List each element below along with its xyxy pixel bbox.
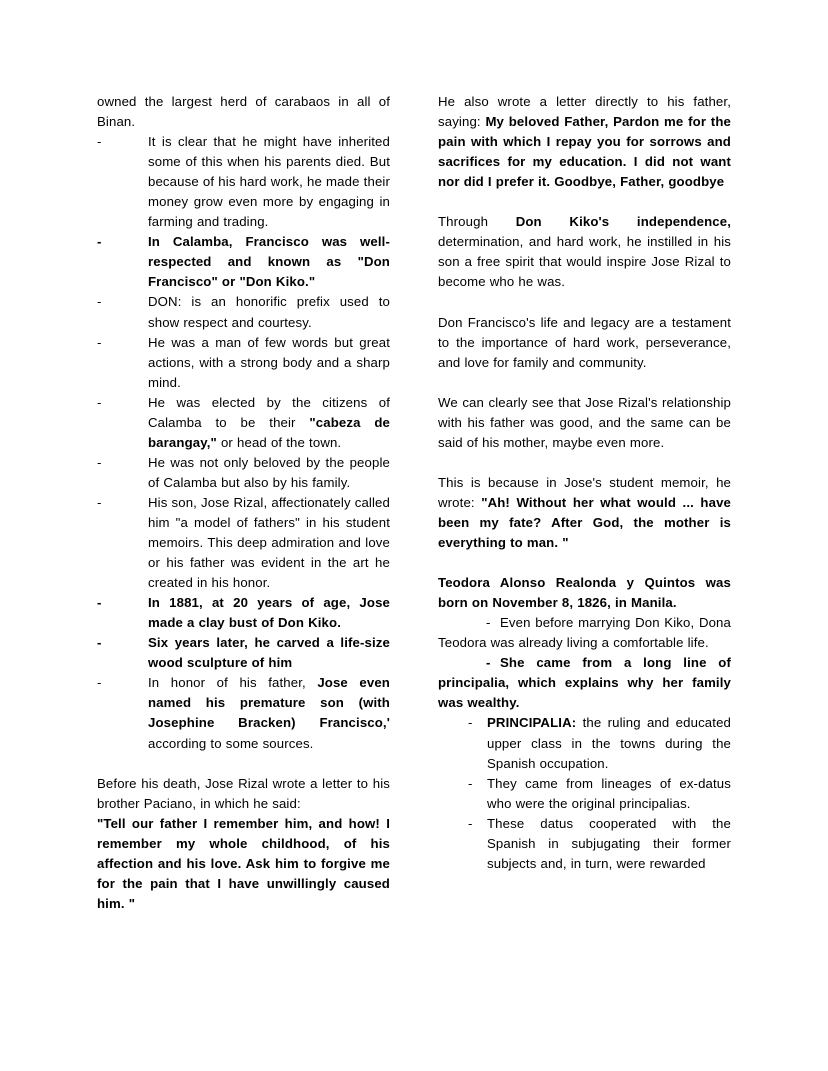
list-item xyxy=(97,633,390,673)
list-item xyxy=(97,593,390,633)
paragraph: Before his death, Jose Rizal wrote a letter to his brother Paciano, in which he said: xyxy=(97,775,390,811)
list-item xyxy=(97,132,390,232)
sub-list-item xyxy=(438,774,731,814)
list-item xyxy=(97,453,390,493)
paragraph: Don Francisco's life and legacy are a testament to the importance of hard work, perseverance, and love for family and community. xyxy=(438,314,731,370)
text-run-bold: PRINCIPALIA: xyxy=(487,715,577,731)
text-run-bold: "cabeza de barangay," xyxy=(148,414,390,450)
quote-paragraph: "Tell our father I remember him, and how! I remember my whole childhood, of his affection and his love. Ask him to forgive me for the pain that I have unwillingly caused him. " xyxy=(97,815,390,911)
two-column-body xyxy=(97,92,731,914)
bullet-dash-icon: - xyxy=(486,655,491,671)
list-item-text: Six years later, he carved a life-size wood sculpture of him xyxy=(148,635,390,671)
text-run-plain: In honor of his father, xyxy=(148,675,318,691)
list-item-text: It is clear that he might have inherited some of this when his parents died. But because of his hard work, he made their money grow even more by engaging in farming and trading. xyxy=(148,134,390,230)
text-run-bold: Don Kiko's independence, xyxy=(515,214,731,230)
list-item-text xyxy=(148,673,390,753)
list-item-text: In Calamba, Francisco was well-respected and known as "Don Francisco" or "Don Kiko." xyxy=(148,234,390,290)
bullet-dash-icon: - xyxy=(97,234,102,250)
text-run-plain: He also wrote a letter directly to his father, saying: xyxy=(438,94,731,130)
list-item-text: In 1881, at 20 years of age, Jose made a clay bust of Don Kiko. xyxy=(148,595,390,631)
bullet-dash-icon: - xyxy=(97,394,102,410)
bullet-dash-icon: - xyxy=(97,635,102,651)
bullet-continuation-text: owned the largest herd of carabaos in all of Binan. xyxy=(97,94,390,130)
paragraph: We can clearly see that Jose Rizal's relationship with his father was good, and the same can be said of his mother, maybe even more. xyxy=(438,394,731,450)
bullet-dash-icon: - xyxy=(97,134,102,150)
list-item-text: He was not only beloved by the people of Calamba but also by his family. xyxy=(148,454,390,490)
bullet-dash-icon: - xyxy=(97,494,102,510)
bullet-dash-icon: - xyxy=(97,595,102,611)
list-item-text xyxy=(148,393,390,453)
text-run-bold: Jose even named his premature son (with Josephine Bracken) Francisco,' xyxy=(148,675,390,731)
paragraph xyxy=(438,212,731,292)
text-run-plain-2: or head of the town. xyxy=(216,434,342,450)
list-item-text: She came from a long line of principalia, which explains why her family was wealthy. xyxy=(438,655,731,711)
list-item-text: He was a man of few words but great actions, with a strong body and a sharp mind. xyxy=(148,334,390,390)
text-run-bold: My beloved Father, Pardon me for the pain with which I repay you for sorrows and sacrifices for my education. I did not want nor did I prefer it. Goodbye, Father, goodbye xyxy=(438,114,731,190)
list-item-text: DON: is an honorific prefix used to show respect and courtesy. xyxy=(148,294,390,330)
text-run-plain: the ruling and educated upper class in the towns during the Spanish occupation. xyxy=(487,715,731,771)
bullet-dash-icon: - xyxy=(97,454,102,470)
bullet-dash-icon: - xyxy=(468,715,473,731)
bullet-dash-icon: - xyxy=(97,675,102,691)
left-column xyxy=(97,92,390,914)
text-run-plain: This is because in Jose's student memoir, he wrote: xyxy=(438,474,731,510)
text-run-bold: "Ah! Without her what would ... have been my fate? After God, the mother is everything to man. " xyxy=(438,494,731,551)
text-run-plain-2: according to some sources. xyxy=(148,735,314,751)
paragraph xyxy=(438,92,731,192)
sub-list-item-text: These datus cooperated with the Spanish in subjugating their former subjects and, in turn, were rewarded xyxy=(487,815,731,871)
bullet-dash-icon: - xyxy=(468,815,473,831)
list-item xyxy=(97,292,390,332)
text-run-plain: He was elected by the citizens of Calamba to be their xyxy=(148,394,390,430)
list-item xyxy=(97,673,390,753)
bullet-dash-icon: - xyxy=(97,294,102,310)
list-item xyxy=(97,232,390,292)
text-run-plain-2: determination, and hard work, he instilled in his son a free spirit that would inspire Jose Rizal to become who he was. xyxy=(438,234,731,290)
list-item-text: Even before marrying Don Kiko, Dona Teodora was already living a comfortable life. xyxy=(438,615,731,651)
sub-list-item xyxy=(438,713,731,773)
bullet-dash-icon: - xyxy=(97,334,102,350)
section-heading: Teodora Alonso Realonda y Quintos was born on November 8, 1826, in Manila. xyxy=(438,575,731,611)
right-column xyxy=(438,92,731,914)
sub-list-item xyxy=(438,814,731,874)
list-item xyxy=(97,333,390,393)
sub-list-item-text xyxy=(487,713,731,773)
list-item-text: His son, Jose Rizal, affectionately called him "a model of fathers" in his student memoirs. This deep admiration and love or his father was evident in the art he created in his honor. xyxy=(148,494,390,591)
list-item xyxy=(438,613,731,653)
list-item xyxy=(97,393,390,453)
paragraph xyxy=(438,473,731,553)
bullet-dash-icon: - xyxy=(468,775,473,791)
list-item xyxy=(438,653,731,713)
list-item xyxy=(97,493,390,593)
sub-list-item-text: They came from lineages of ex-datus who were the original principalias. xyxy=(487,775,731,811)
text-run-plain: Through xyxy=(438,214,516,230)
bullet-dash-icon: - xyxy=(486,615,491,631)
